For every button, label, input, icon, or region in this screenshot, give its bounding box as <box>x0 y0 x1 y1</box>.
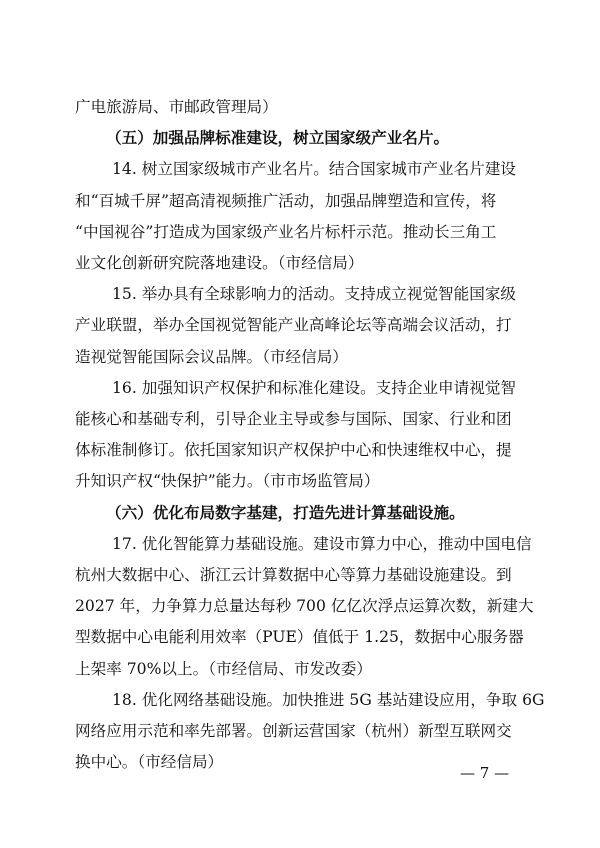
text-line-content: 2027 年，力争算力总量达每秒 700 亿亿次浮点运算次数，新建大 <box>75 597 534 616</box>
heading-text: （五）加强品牌标准建设，树立国家级产业名片。 <box>106 128 450 148</box>
text-line-content: “中国视谷”打造成为国家级产业名片标杆示范。推动长三角工 <box>75 222 497 241</box>
text-line-content: 上架率 70%以上。（市经信局、市发改委） <box>75 659 372 678</box>
text-line-content: 16. 加强知识产权保护和标准化建设。支持企业申请视觉智 <box>112 378 517 397</box>
text-line-content: 型数据中心电能利用效率（PUE）值低于 1.25，数据中心服务器 <box>75 628 524 647</box>
text-line-content: 杭州大数据中心、浙江云计算数据中心等算力基础设施建设。到 <box>75 566 512 584</box>
text-line-content: 体标准制修订。依托国家知识产权保护中心和快速维权中心，提 <box>75 441 512 460</box>
heading-text: （六）优化布局数字基建，打造先进计算基础设施。 <box>106 502 465 522</box>
text-line-content: 广电旅游局、市邮政管理局） <box>75 98 278 116</box>
text-line-content: 升知识产权“快保护”能力。（市市场监管局） <box>75 472 380 491</box>
text-line-content: 网络应用示范和率先部署。创新运营国家（杭州）新型互联网交 <box>75 722 512 740</box>
page-number: — 7 — <box>460 764 510 782</box>
text-line-content: 换中心。（市经信局） <box>75 753 224 772</box>
text-line-content: 业文化创新研究院落地建设。（市经信局） <box>75 254 364 272</box>
text-line-content: 18. 优化网络基础设施。加快推进 5G 基站建设应用，争取 6G <box>112 690 545 709</box>
text-line-content: 17. 优化智能算力基础设施。建设市算力中心，推动中国电信 <box>112 534 532 553</box>
text-line-content: 能核心和基础专利，引导企业主导或参与国际、国家、行业和团 <box>75 410 512 428</box>
text-line-content: 产业联盟，举办全国视觉智能产业高峰论坛等高端会议活动，打 <box>75 316 512 335</box>
text-line-content: 和“百城千屏”超高清视频推广活动，加强品牌塑造和宣传，将 <box>75 191 497 210</box>
text-line-content: 造视觉智能国际会议品牌。（市经信局） <box>75 347 348 366</box>
text-line-content: 14. 树立国家级城市产业名片。结合国家城市产业名片建设 <box>112 160 517 179</box>
text-line-content: 15. 举办具有全球影响力的活动。支持成立视觉智能国家级 <box>112 285 517 304</box>
